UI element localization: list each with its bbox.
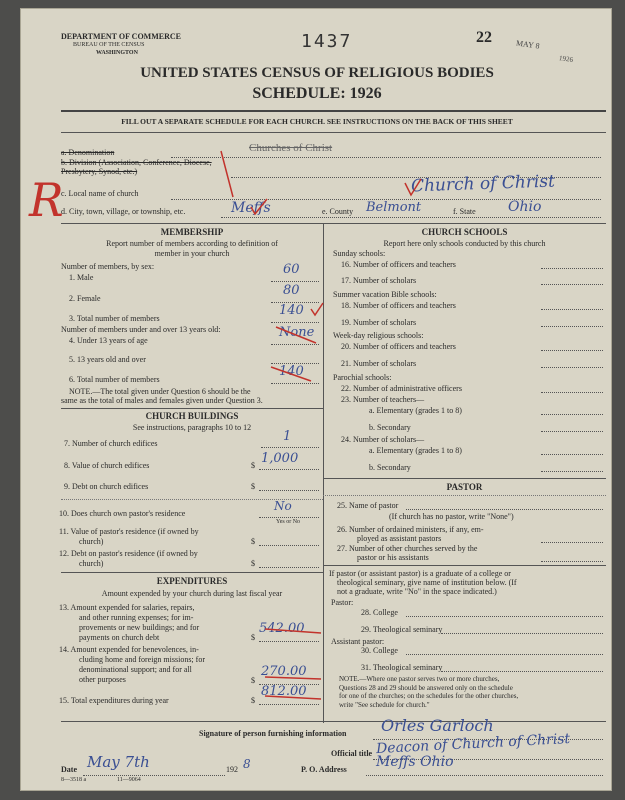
- pastor-note-3: for one of the churches; on the schedules for the other churches,: [339, 692, 519, 700]
- signature-label: Signature of person furnishing information: [199, 729, 347, 738]
- buildings-title: CHURCH BUILDINGS: [145, 411, 239, 421]
- file-number: 22: [476, 29, 492, 46]
- pastor-note-1: NOTE.—Where one pastor serves two or more churches,: [339, 675, 500, 683]
- q28-label: 28. College: [361, 608, 398, 617]
- census-schedule-page: [20, 8, 612, 791]
- q15-label: 15. Total expenditures during year: [59, 696, 169, 705]
- q24b-label: b. Secondary: [369, 463, 411, 472]
- q14-line-3: denominational support; and for all: [79, 665, 192, 674]
- q9-label: 9. Debt on church edifices: [64, 482, 149, 491]
- pastor-note-4: write "See schedule for church.": [339, 700, 430, 709]
- assistant-heading: Assistant pastor:: [331, 637, 385, 646]
- buildings-sub: See instructions, paragraphs 10 to 12: [132, 423, 252, 432]
- q7-label: 7. Number of church edifices: [64, 439, 158, 448]
- local-name-label: c. Local name of church: [61, 189, 139, 198]
- q10-hint: Yes or No: [276, 519, 301, 525]
- membership-note-2: same as the total of males and females given under Question 3.: [61, 396, 263, 405]
- graduate-note-3: not a graduate, write "No" in the space indicated.): [337, 587, 497, 596]
- q10-value: No: [274, 499, 292, 513]
- q9-dollar: $: [251, 482, 255, 491]
- official-title-label: Official title: [331, 749, 373, 758]
- q14-dollar: $: [251, 676, 255, 685]
- year-handwritten: 8: [243, 757, 251, 771]
- q23a-label: a. Elementary (grades 1 to 8): [369, 406, 462, 415]
- pastor-note-2: Questions 28 and 29 should be answered only on the schedule: [339, 683, 513, 692]
- department-heading: DEPARTMENT OF COMMERCE: [61, 32, 182, 41]
- date-value: May 7th: [87, 753, 150, 771]
- membership-note-1: NOTE.—The total given under Question 6 should be the: [69, 387, 251, 396]
- official-title-value: Deacon of Church of Christ: [375, 730, 571, 758]
- q27-label-1: 27. Number of other churches served by the: [337, 544, 478, 553]
- q20-label: 20. Number of officers and teachers: [341, 342, 456, 351]
- q6-value: 140: [279, 364, 304, 379]
- q13-line-1: 13. Amount expended for salaries, repairs,: [59, 603, 195, 612]
- q24-label: 24. Number of scholars—: [341, 435, 425, 444]
- q14-line-4: other purposes: [79, 675, 126, 684]
- q25-label: 25. Name of pastor: [337, 501, 399, 510]
- q23b-label: b. Secondary: [369, 423, 411, 432]
- q21-label: 21. Number of scholars: [341, 359, 417, 368]
- q8-dollar: $: [251, 461, 255, 470]
- q14-value: 270.00: [261, 664, 307, 679]
- q11-dollar: $: [251, 537, 255, 546]
- schools-intro: Report here only schools conducted by this church: [383, 239, 546, 248]
- q31-label: 31. Theological seminary: [361, 663, 443, 672]
- year-printed: 192: [226, 765, 238, 774]
- q2-label: 2. Female: [69, 294, 101, 303]
- pastor-title: PASTOR: [446, 482, 483, 492]
- membership-title: MEMBERSHIP: [160, 227, 224, 237]
- q13-line-4: payments on church debt: [79, 633, 160, 642]
- q13-value: 542.00: [259, 621, 305, 636]
- membership-intro-2: member in your church: [154, 249, 230, 258]
- q14-line-1: 14. Amount expended for benevolences, in-: [59, 645, 199, 654]
- signature-value: Orles Garloch: [381, 716, 494, 735]
- instruction-line: FILL OUT A SEPARATE SCHEDULE FOR EACH CHURCH. SEE INSTRUCTIONS ON THE BACK OF THIS SHEET: [121, 117, 513, 126]
- state-value: Ohio: [508, 199, 542, 215]
- q17-label: 17. Number of scholars: [341, 276, 417, 285]
- denomination-value: Churches of Christ: [249, 142, 333, 154]
- city-value: Meffs: [231, 200, 271, 216]
- q15-dollar: $: [251, 696, 255, 705]
- q19-label: 19. Number of scholars: [341, 318, 417, 327]
- po-address-label: P. O. Address: [301, 765, 347, 774]
- city-heading: WASHINGTON: [96, 50, 138, 56]
- red-check-4: [311, 303, 323, 315]
- q24a-label: a. Elementary (grades 1 to 8): [369, 446, 462, 455]
- red-check-6: [271, 367, 311, 381]
- q3-label: 3. Total number of members: [69, 314, 160, 323]
- graduate-note-1: If pastor (or assistant pastor) is a graduate of a college or: [329, 569, 511, 578]
- local-name-value: Church of Christ: [410, 171, 556, 197]
- print-number: 11—9064: [117, 777, 141, 783]
- summer-heading: Summer vacation Bible schools:: [333, 290, 437, 299]
- county-value: Belmont: [366, 200, 422, 215]
- q11-label-1: 11. Value of pastor's residence (if owned by: [59, 527, 199, 536]
- bureau-heading: BUREAU OF THE CENSUS: [73, 42, 145, 48]
- red-checkmarks-overlay: [21, 9, 613, 792]
- q14-line-2: cluding home and foreign missions; for: [79, 655, 205, 664]
- weekday-heading: Week-day religious schools:: [333, 331, 424, 340]
- members-by-sex-label: Number of members, by sex:: [61, 262, 155, 271]
- q7-value: 1: [283, 429, 292, 444]
- red-check-2: [251, 199, 267, 214]
- red-check-1: [221, 151, 233, 197]
- schedule-title: SCHEDULE: 1926: [252, 85, 382, 102]
- form-number: 8—3518 a: [61, 777, 87, 783]
- q30-label: 30. College: [361, 646, 398, 655]
- parochial-heading: Parochial schools:: [333, 373, 392, 382]
- q1-label: 1. Male: [69, 273, 94, 282]
- q13-dollar: $: [251, 633, 255, 642]
- q15-value: 812.00: [261, 684, 307, 699]
- q3-value: 140: [279, 303, 304, 318]
- red-check-8: [265, 677, 321, 679]
- q8-label: 8. Value of church edifices: [64, 461, 150, 470]
- q13-line-3: provements or new buildings; and for: [79, 623, 200, 632]
- q23-label: 23. Number of teachers—: [341, 395, 425, 404]
- expenditures-sub: Amount expended by your church during last fiscal year: [101, 589, 283, 598]
- division-label: b. Division (Association, Conference, Diocese, Presbytery, Synod, etc.): [61, 158, 212, 176]
- q22-label: 22. Number of administrative officers: [341, 384, 462, 393]
- q10-label: 10. Does church own pastor's residence: [59, 509, 186, 518]
- q26-label-1: 26. Number of ordained ministers, if any, em-: [337, 525, 484, 534]
- denomination-label: a. Denomination: [61, 148, 115, 157]
- red-check-5: [276, 327, 316, 343]
- stamp-number: 1437: [301, 31, 353, 52]
- q11-label-2: church): [79, 537, 104, 546]
- membership-intro-1: Report number of members according to definition of: [106, 239, 278, 248]
- q25-hint: (If church has no pastor, write "None"): [389, 512, 514, 521]
- q1-value: 60: [283, 262, 300, 277]
- red-check-9: [265, 696, 321, 699]
- red-check-3: [405, 179, 421, 195]
- grade-mark: R: [29, 173, 64, 227]
- q4-label: 4. Under 13 years of age: [69, 336, 148, 345]
- received-year-stamp: 1926: [558, 54, 574, 64]
- city-label: d. City, town, village, or township, etc.: [61, 207, 186, 216]
- q12-label-2: church): [79, 559, 104, 568]
- q12-dollar: $: [251, 559, 255, 568]
- po-address-value: Meffs Ohio: [376, 754, 454, 770]
- q4-value: None: [279, 325, 315, 340]
- q26-label-2: ployed as assistant pastors: [357, 534, 442, 543]
- red-check-7: [265, 629, 321, 633]
- q12-label-1: 12. Debt on pastor's residence (if owned by: [59, 549, 198, 558]
- schools-title: CHURCH SCHOOLS: [421, 227, 508, 237]
- q27-label-2: pastor or his assistants: [357, 553, 429, 562]
- q18-label: 18. Number of officers and teachers: [341, 301, 456, 310]
- sunday-heading: Sunday schools:: [333, 249, 386, 258]
- q29-label: 29. Theological seminary: [361, 625, 443, 634]
- q8-value: 1,000: [261, 451, 299, 466]
- county-label: e. County: [322, 207, 354, 216]
- q2-value: 80: [283, 283, 300, 298]
- received-date-stamp: MAY 8: [515, 38, 541, 51]
- q6-label: 6. Total number of members: [69, 375, 160, 384]
- age-intro: Number of members under and over 13 years old:: [61, 325, 221, 334]
- q16-label: 16. Number of officers and teachers: [341, 260, 456, 269]
- expenditures-title: EXPENDITURES: [156, 576, 228, 586]
- graduate-note-2: theological seminary, give name of institution below. (If: [337, 578, 517, 587]
- q5-label: 5. 13 years old and over: [69, 355, 146, 364]
- q13-line-2: and other running expenses; for im-: [79, 613, 194, 622]
- date-label: Date: [61, 765, 77, 774]
- form-title: UNITED STATES CENSUS OF RELIGIOUS BODIES: [140, 65, 494, 81]
- state-label: f. State: [453, 207, 476, 216]
- pastor-college-heading: Pastor:: [331, 598, 354, 607]
